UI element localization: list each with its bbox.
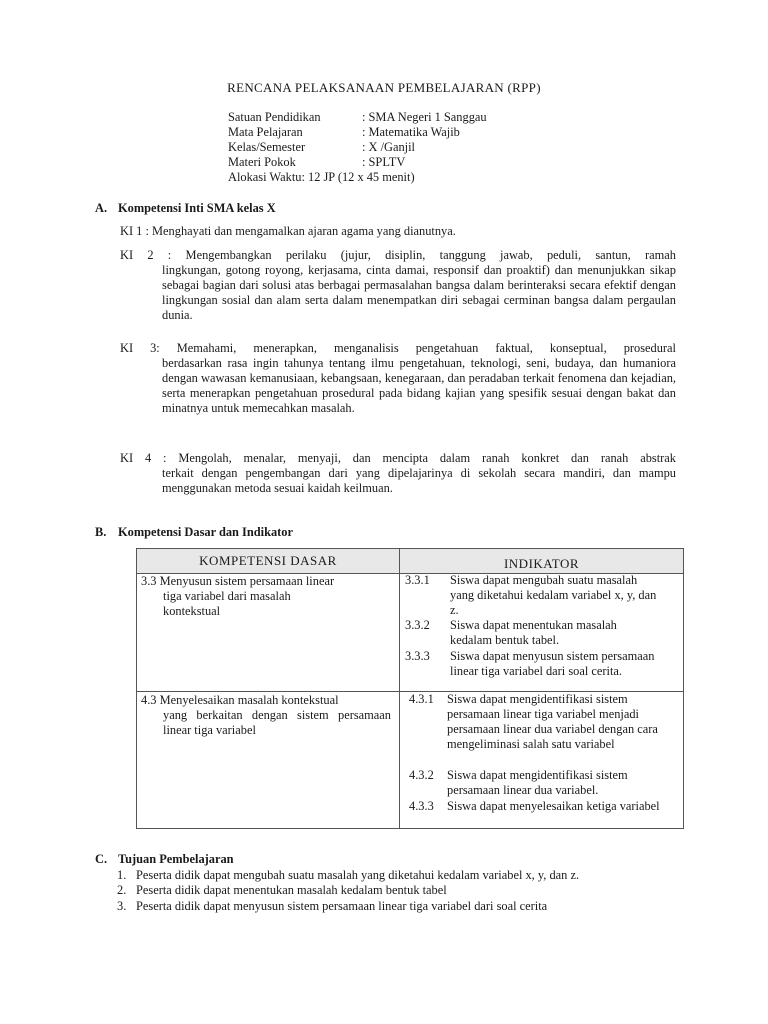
- indikator-3-3-3: [405, 649, 681, 679]
- kd-text-first: Menyusun sistem persamaan linear: [159, 574, 335, 588]
- info-row-alokasi: [228, 170, 415, 185]
- indikator-3-3-2: [405, 618, 681, 648]
- ki-first-line: [120, 248, 676, 263]
- info-label: Kelas/Semester: [228, 140, 306, 154]
- kd-text-first: Menyelesaikan masalah kontekstual: [159, 693, 339, 707]
- indikator-number: 3.3.2: [405, 618, 430, 632]
- tujuan-number: 2.: [117, 883, 127, 897]
- indikator-4-3-3: [409, 799, 685, 814]
- tujuan-item-2: [117, 883, 447, 898]
- ki-first-line: [120, 451, 676, 466]
- ki-label: KI 1 :: [120, 224, 149, 238]
- table-header-kd: KOMPETENSI DASAR: [137, 549, 399, 574]
- indikator-text: Siswa dapat mengidentifikasi sistem persamaan linear dua variabel.: [447, 768, 628, 797]
- tujuan-text: Peserta didik dapat menentukan masalah kedalam bentuk tabel: [136, 883, 447, 897]
- info-value: : X /Ganjil: [362, 140, 415, 154]
- ki-text-first: Memahami, menerapkan, menganalisis pengetahuan faktual, konseptual, prosedural: [176, 341, 676, 355]
- indikator-3-3-1: [405, 573, 681, 618]
- indikator-number: 4.3.2: [409, 768, 434, 782]
- tujuan-text: Peserta didik dapat mengubah suatu masalah yang diketahui kedalam variabel x, y, dan z.: [136, 868, 580, 882]
- ki-text-rest: lingkungan, gotong royong, kerjasama, cinta damai, responsif dan proaktif) dan menunjukkan sikap sebagai bagian dari solusi atas berbagai permasalahan bangsa dalam berinteraksi secara efektif dengan lingkungan sosial dan alam serta dalam menempatkan diri sebagai cerminan bangsa dalam pergaulan dunia.: [162, 263, 676, 322]
- table-header-indikator: [400, 549, 683, 574]
- ki-text-first: Mengembangkan perilaku (jujur, disiplin, tanggung jawab, peduli, santun, ramah: [185, 248, 676, 262]
- section-c-heading: [95, 852, 234, 867]
- section-title: Kompetensi Dasar dan Indikator: [118, 525, 293, 539]
- info-row-materi: [228, 155, 405, 170]
- indikator-number: 4.3.1: [409, 692, 434, 706]
- indikator-4-3-2: [409, 768, 685, 798]
- kd-number: 3.3: [141, 574, 157, 588]
- section-letter: B.: [95, 525, 107, 539]
- ki-text-first: Mengolah, menalar, menyaji, dan mencipta dalam ranah konkret dan ranah abstrak: [178, 451, 676, 465]
- section-letter: A.: [95, 201, 108, 215]
- kd-text-rest: tiga variabel dari masalah kontekstual: [163, 589, 291, 618]
- tujuan-item-1: [117, 868, 579, 883]
- indikator-text: Siswa dapat menyusun sistem persamaan linear tiga variabel dari soal cerita.: [450, 649, 655, 678]
- ki-3: [120, 341, 676, 416]
- indikator-4-3-1: [409, 692, 685, 752]
- kd-indikator-table: [136, 548, 684, 829]
- info-value: : Matematika Wajib: [362, 125, 460, 139]
- kd-3-3: [141, 574, 391, 619]
- info-row-mapel: [228, 125, 460, 140]
- section-title: Tujuan Pembelajaran: [118, 852, 234, 866]
- info-label: Mata Pelajaran: [228, 125, 303, 139]
- info-row-satuan: [228, 110, 487, 125]
- section-title: Kompetensi Inti SMA kelas X: [118, 201, 276, 215]
- section-b-heading: [95, 525, 293, 540]
- kd-4-3: [141, 693, 391, 738]
- ki-2: [120, 248, 676, 323]
- indikator-text: Siswa dapat mengubah suatu masalah yang diketahui kedalam variabel x, y, dan z.: [450, 573, 657, 617]
- info-label: Satuan Pendidikan: [228, 110, 321, 124]
- ki-text-rest: berdasarkan rasa ingin tahunya tentang ilmu pengetahuan, teknologi, seni, budaya, dan humaniora dengan wawasan kemanusiaan, kebangsaan, kenegaraan, dan peradaban terkait fenomena dan kejadian, serta menerapkan pengetahuan prosedural pada bidang kajian yang spesifik sesuai dengan bakat dan minatnya untuk memecahkan masalah.: [162, 356, 676, 415]
- ki-text: Menghayati dan mengamalkan ajaran agama yang dianutnya.: [152, 224, 456, 238]
- ki-text-rest: terkait dengan pengembangan dari yang dipelajarinya di sekolah secara mandiri, dan mampu menggunakan metoda sesuai kaidah keilmuan.: [162, 466, 676, 495]
- ki-4: [120, 451, 676, 496]
- info-value: : SMA Negeri 1 Sanggau: [362, 110, 487, 124]
- section-letter: C.: [95, 852, 108, 866]
- indikator-text: Siswa dapat mengidentifikasi sistem persamaan linear tiga variabel menjadi persamaan linear dua variabel dengan cara mengeliminasi salah satu variabel: [447, 692, 658, 751]
- table-divider: [399, 549, 400, 828]
- info-value: : SPLTV: [362, 155, 406, 169]
- ki-label: KI 2 :: [120, 248, 172, 262]
- ki-label: KI 3:: [120, 341, 160, 355]
- tujuan-number: 1.: [117, 868, 127, 882]
- section-a-heading: [95, 201, 276, 216]
- indikator-number: 3.3.3: [405, 649, 430, 663]
- ki-label: KI 4 :: [120, 451, 167, 465]
- indikator-number: 3.3.1: [405, 573, 430, 587]
- ki-first-line: [120, 341, 676, 356]
- indikator-text: Siswa dapat menentukan masalah kedalam bentuk tabel.: [450, 618, 617, 647]
- info-label: Alokasi Waktu: 12 JP (12 x 45 menit): [228, 170, 415, 184]
- info-label: Materi Pokok: [228, 155, 296, 169]
- indikator-number: 4.3.3: [409, 799, 434, 813]
- document-title: RENCANA PELAKSANAAN PEMBELAJARAN (RPP): [227, 80, 541, 95]
- ki-1: [120, 224, 676, 239]
- tujuan-number: 3.: [117, 899, 127, 913]
- tujuan-item-3: [117, 899, 547, 914]
- info-row-kelas: [228, 140, 415, 155]
- tujuan-text: Peserta didik dapat menyusun sistem persamaan linear tiga variabel dari soal cerita: [136, 899, 548, 913]
- kd-number: 4.3: [141, 693, 157, 707]
- header-text: INDIKATOR: [503, 556, 580, 571]
- indikator-text: Siswa dapat menyelesaikan ketiga variabel: [447, 799, 660, 813]
- kd-text-rest: yang berkaitan dengan sistem persamaan linear tiga variabel: [163, 708, 391, 737]
